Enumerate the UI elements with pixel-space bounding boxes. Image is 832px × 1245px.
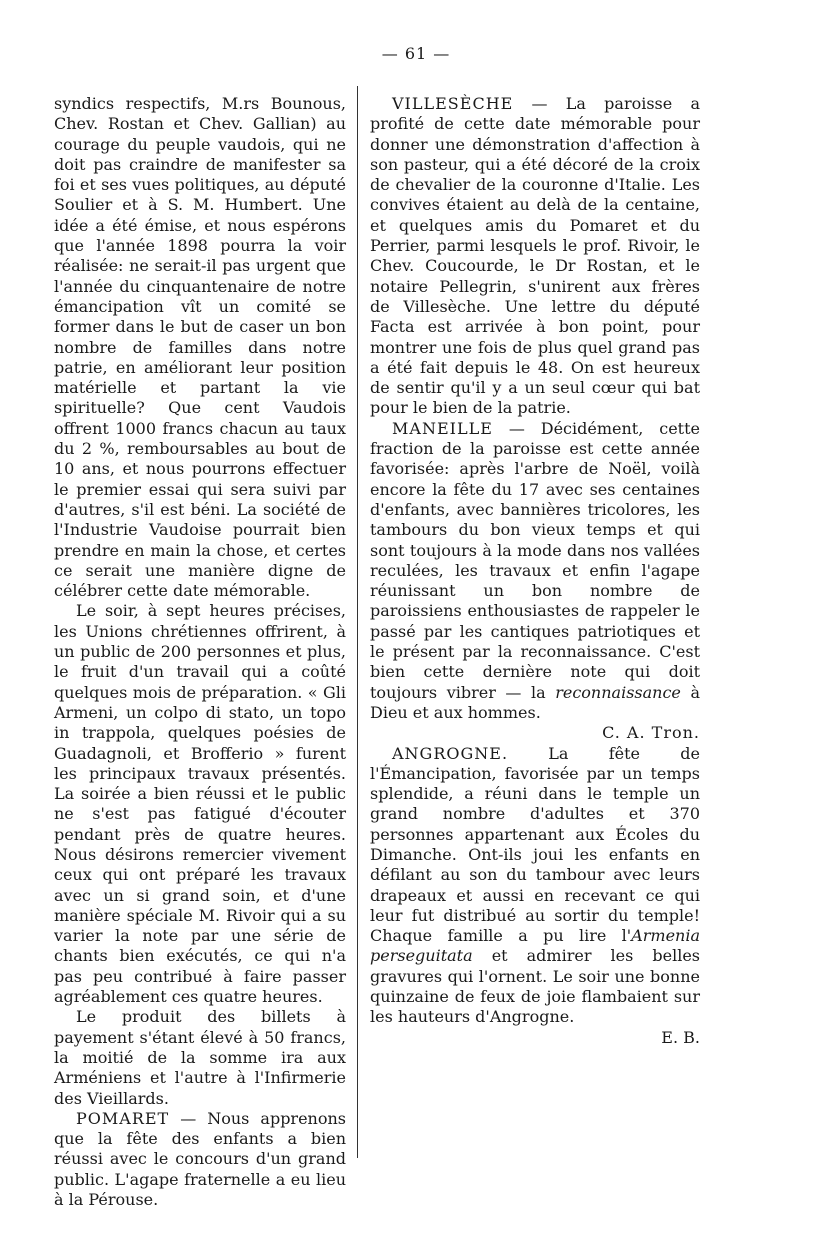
heading-angrogne: ANGROGNE. — [392, 743, 509, 763]
signature-c-a-tron: C. A. Tron. — [602, 723, 700, 743]
paragraph-angrogne — [370, 744, 700, 1028]
heading-pomaret: POMARET — [76, 1108, 170, 1128]
emphasis-armenia-perseguitata: Armenia perseguitata — [370, 926, 700, 966]
paragraph-villeseche — [370, 94, 700, 419]
left-column — [54, 94, 346, 1210]
heading-maneille: MANEILLE — [392, 418, 493, 438]
emphasis-reconnaissance: reconnaissance — [555, 682, 681, 702]
paragraph-pomaret — [54, 1109, 346, 1210]
paragraph-maneille-end: à Dieu et aux hommes. — [370, 682, 700, 722]
right-column — [370, 94, 700, 1048]
paragraph-syndics: syndics respectifs, M.rs Bounous, Chev. Rostan et Chev. Gallian) au courage du peuple vaudois, qui ne doit pas craindre de manifester sa foi et ses vues politiques, au député Soulier et à S. M. Humbert. Une idée a été émise, et nous espérons que l'année 1898 pourra la voir réalisée: ne serait-il pas urgent que l'année du cinquantenaire de notre émancipation vît un comité se former dans le but de caser un bon nombre de familles dans notre patrie, en améliorant leur position matérielle et partant la vie spirituelle? Que cent Vaudois offrent 1000 francs chacun au taux du 2 %, remboursables au bout de 10 ans, et nous pourrons effectuer le premier essai qui sera suivi par d'autres, s'il est béni. La société de l'Industrie Vaudoise pourrait bien prendre en main la chose, et certes ce serait une manière digne de célébrer cette date mémorable. — [54, 94, 346, 601]
paragraph-maneille — [370, 419, 700, 723]
paragraph-soiree: Le soir, à sept heures précises, les Unions chrétiennes offrirent, à un public de 200 personnes et plus, le fruit d'un travail qui a coûté quelques mois de préparation. « Gli Armeni, un colpo di stato, un topo in trappola, quelques poésies de Guadagnoli, et Brofferio » furent les principaux travaux présentés. La soirée a bien réussi et le public ne s'est pas fatigué d'écouter pendant près de quatre heures. Nous désirons remercier vivement ceux qui ont préparé les travaux avec un si grand soin, et d'une manière spéciale M. Rivoir qui a su varier la note par une série de chants bien exécutés, ce qui n'a pas peu contribué à faire passer agréablement ces quatre heures. — [54, 601, 346, 1007]
paragraph-angrogne-end: et admirer les belles gravures qui l'ornent. Le soir une bonne quinzaine de feux de joie flambaient sur les hauteurs d'Angrogne. — [370, 946, 700, 1027]
paragraph-produit: Le produit des billets à payement s'étant élevé à 50 francs, la moitié de la somme ira aux Arméniens et l'autre à l'Infirmerie des Vieillards. — [54, 1007, 346, 1108]
paragraph-pomaret-body: — Nous apprenons que la fête des enfants a bien réussi avec le concours d'un grand public. L'agape fraternelle a eu lieu à la Pérouse. — [54, 1108, 346, 1210]
paragraph-villeseche-body: — La paroisse a profité de cette date mémorable pour donner une démonstration d'affection à son pasteur, qui a été décoré de la croix de chevalier de la couronne d'Italie. Les convives étaient au delà de la centaine, et quelques amis du Pomaret et du Perrier, parmi lesquels le prof. Rivoir, le Chev. Coucourde, le Dr Rostan, et le notaire Pellegrin, s'unirent aux frères de Villesèche. Une lettre du député Facta est arrivée à bon point, pour montrer une fois de plus quel grand pas a été fait depuis le 48. On est heureux de sentir qu'il y a un seul cœur qui bat pour le bien de la patrie. — [370, 94, 700, 418]
page-number: — 61 — — [381, 44, 451, 63]
column-divider — [357, 86, 358, 1158]
paragraph-maneille-body: — Décidément, cette fraction de la paroisse est cette année favorisée: après l'arbre de Noël, voilà encore la fête du 17 avec ses centaines d'enfants, avec bannières tricolores, les tambours du bon vieux temps et qui sont toujours à la mode dans nos vallées reculées, les travaux et enfin l'agape réunissant un bon nombre de paroissiens enthousiastes de rappeler le passé par les cantiques patriotiques et le présent par la reconnaissance. C'est bien cette dernière note qui doit toujours vibrer — la — [370, 418, 700, 702]
signature-e-b: E. B. — [661, 1027, 700, 1047]
heading-villeseche: VILLESÈCHE — [392, 94, 514, 113]
paragraph-angrogne-body: La fête de l'Émancipation, favorisée par un temps splendide, a réuni dans le temple un grand nombre d'adultes et 370 personnes appartenant aux Écoles du Dimanche. Ont-ils joui les enfants en défilant au son du tambour avec leurs drapeaux et aussi en recevant ce qui leur fut distribué au sortir du temple! Chaque famille a pu lire l' — [370, 743, 700, 946]
